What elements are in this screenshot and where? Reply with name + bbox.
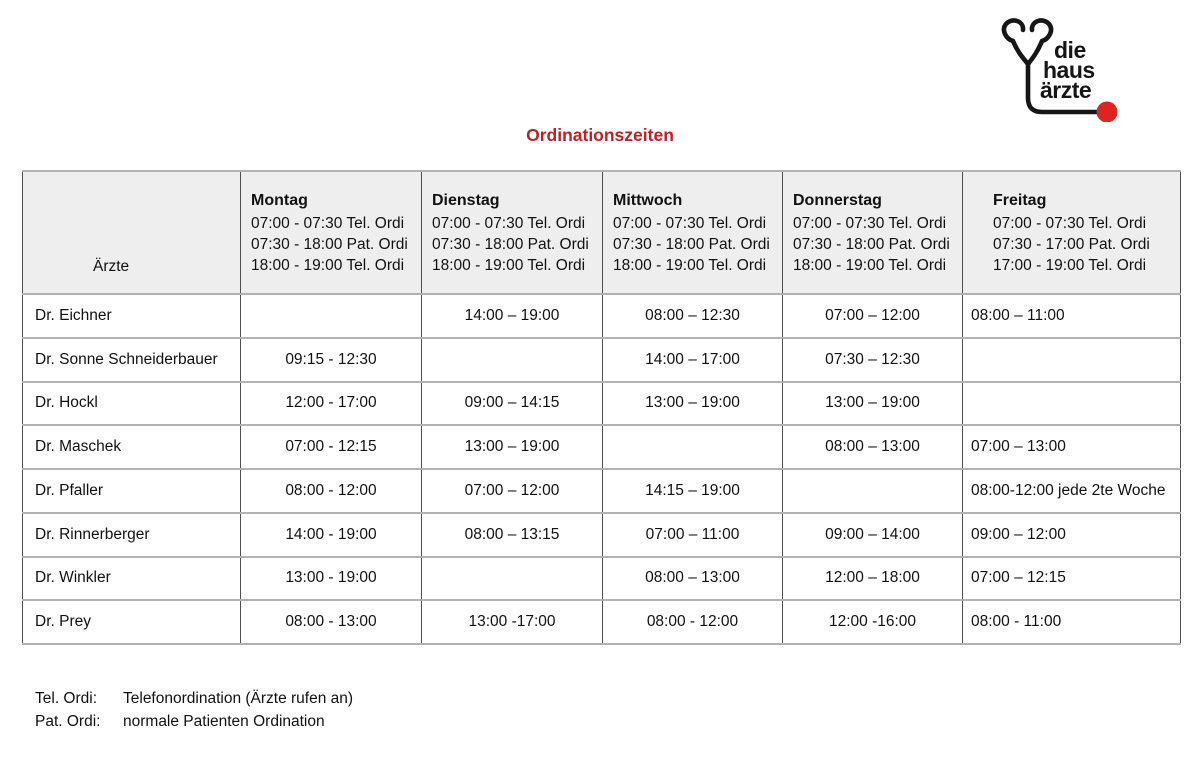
schedule-cell: 09:00 – 12:00 (963, 513, 1181, 557)
day-schedule-line: 18:00 - 19:00 Tel. Ordi (793, 257, 947, 274)
table-row (23, 382, 1181, 426)
day-name: Donnerstag (793, 192, 882, 209)
logo-text-die: die (1054, 37, 1086, 63)
table-row (23, 294, 1181, 338)
table-header (23, 171, 1181, 294)
table-row (23, 338, 1181, 382)
schedule-cell (422, 338, 603, 382)
doctor-name: Dr. Maschek (23, 425, 241, 469)
column-header-freitag (963, 171, 1181, 294)
schedule-cell: 07:00 – 12:00 (783, 294, 963, 338)
schedule-table (22, 170, 1181, 645)
day-schedule-line: 07:30 - 18:00 Pat. Ordi (793, 236, 950, 253)
schedule-cell: 13:00 – 19:00 (783, 382, 963, 426)
schedule-cell: 09:15 - 12:30 (241, 338, 422, 382)
day-schedule-line: 07:00 - 07:30 Tel. Ordi (613, 215, 767, 232)
clinic-logo (1000, 16, 1132, 122)
schedule-cell (963, 338, 1181, 382)
schedule-cell: 08:00 – 13:00 (603, 557, 783, 601)
day-schedule-line: 07:00 - 07:30 Tel. Ordi (993, 215, 1147, 232)
legend-term: Tel. Ordi: (35, 690, 98, 707)
doctor-name: Dr. Winkler (23, 557, 241, 601)
table-row (23, 469, 1181, 513)
day-schedule-line: 18:00 - 19:00 Tel. Ordi (613, 257, 767, 274)
day-schedule-line: 18:00 - 19:00 Tel. Ordi (432, 257, 586, 274)
day-schedule-line: 07:30 - 18:00 Pat. Ordi (613, 236, 770, 253)
schedule-cell: 08:00 - 11:00 (963, 600, 1181, 644)
schedule-cell: 14:00 – 17:00 (603, 338, 783, 382)
schedule-cell: 13:00 – 19:00 (603, 382, 783, 426)
schedule-cell: 08:00 – 13:15 (422, 513, 603, 557)
schedule-cell (422, 557, 603, 601)
schedule-cell: 07:30 – 12:30 (783, 338, 963, 382)
schedule-cell: 14:00 - 19:00 (241, 513, 422, 557)
day-schedule-line: 07:30 - 17:00 Pat. Ordi (993, 236, 1150, 253)
legend-row (35, 710, 353, 733)
schedule-cell (241, 294, 422, 338)
day-schedule-line: 07:30 - 18:00 Pat. Ordi (251, 236, 408, 253)
day-schedule-line: 07:00 - 07:30 Tel. Ordi (251, 215, 405, 232)
day-name: Freitag (993, 192, 1047, 209)
schedule-cell: 13:00 - 19:00 (241, 557, 422, 601)
schedule-cell: 07:00 – 12:00 (422, 469, 603, 513)
column-header-donnerstag (783, 171, 963, 294)
page-title: Ordinationszeiten (526, 125, 674, 145)
doctor-name: Dr. Prey (23, 600, 241, 644)
schedule-cell: 14:15 – 19:00 (603, 469, 783, 513)
day-schedule-line: 07:00 - 07:30 Tel. Ordi (793, 215, 947, 232)
schedule-cell: 08:00-12:00 jede 2te Woche (963, 469, 1181, 513)
legend (35, 687, 353, 733)
logo-dot (1097, 102, 1118, 123)
table-body (23, 294, 1181, 644)
column-header-dienstag (422, 171, 603, 294)
schedule-cell: 08:00 - 13:00 (241, 600, 422, 644)
schedule-cell: 07:00 – 13:00 (963, 425, 1181, 469)
schedule-cell: 08:00 - 12:00 (241, 469, 422, 513)
day-schedule-line: 07:30 - 18:00 Pat. Ordi (432, 236, 589, 253)
schedule-cell: 08:00 – 11:00 (963, 294, 1181, 338)
schedule-cell: 09:00 – 14:15 (422, 382, 603, 426)
schedule-cell: 07:00 – 11:00 (603, 513, 783, 557)
table-row (23, 557, 1181, 601)
schedule-cell: 13:00 – 19:00 (422, 425, 603, 469)
legend-definition: normale Patienten Ordination (123, 713, 325, 730)
legend-term: Pat. Ordi: (35, 713, 101, 730)
table-row (23, 600, 1181, 644)
schedule-cell (963, 382, 1181, 426)
day-name: Montag (251, 192, 308, 209)
doctor-name: Dr. Sonne Schneiderbauer (23, 338, 241, 382)
schedule-cell (603, 425, 783, 469)
logo-text-aerzte: ärzte (1040, 77, 1092, 103)
column-header-doctors: Ärzte (23, 171, 241, 294)
doctor-name: Dr. Rinnerberger (23, 513, 241, 557)
column-header-montag (241, 171, 422, 294)
logo-text-haus: haus (1043, 57, 1095, 83)
schedule-cell: 12:00 - 17:00 (241, 382, 422, 426)
schedule-cell: 07:00 - 12:15 (241, 425, 422, 469)
column-header-mittwoch (603, 171, 783, 294)
schedule-cell: 08:00 – 12:30 (603, 294, 783, 338)
day-name: Dienstag (432, 192, 500, 209)
schedule-cell (783, 469, 963, 513)
legend-definition: Telefonordination (Ärzte rufen an) (123, 690, 354, 707)
schedule-cell: 09:00 – 14:00 (783, 513, 963, 557)
schedule-cell: 08:00 - 12:00 (603, 600, 783, 644)
stethoscope-left-earpiece (1004, 20, 1028, 64)
doctor-name: Dr. Eichner (23, 294, 241, 338)
day-schedule-line: 17:00 - 19:00 Tel. Ordi (993, 257, 1147, 274)
schedule-cell: 12:00 -16:00 (783, 600, 963, 644)
table-row (23, 513, 1181, 557)
schedule-cell: 12:00 – 18:00 (783, 557, 963, 601)
doctor-name: Dr. Hockl (23, 382, 241, 426)
schedule-cell: 14:00 – 19:00 (422, 294, 603, 338)
day-schedule-line: 07:00 - 07:30 Tel. Ordi (432, 215, 586, 232)
day-name: Mittwoch (613, 192, 683, 209)
legend-row (35, 687, 353, 710)
table-row (23, 425, 1181, 469)
day-schedule-line: 18:00 - 19:00 Tel. Ordi (251, 257, 405, 274)
schedule-cell: 13:00 -17:00 (422, 600, 603, 644)
schedule-cell: 08:00 – 13:00 (783, 425, 963, 469)
schedule-cell: 07:00 – 12:15 (963, 557, 1181, 601)
header-row (23, 171, 1181, 294)
doctor-name: Dr. Pfaller (23, 469, 241, 513)
